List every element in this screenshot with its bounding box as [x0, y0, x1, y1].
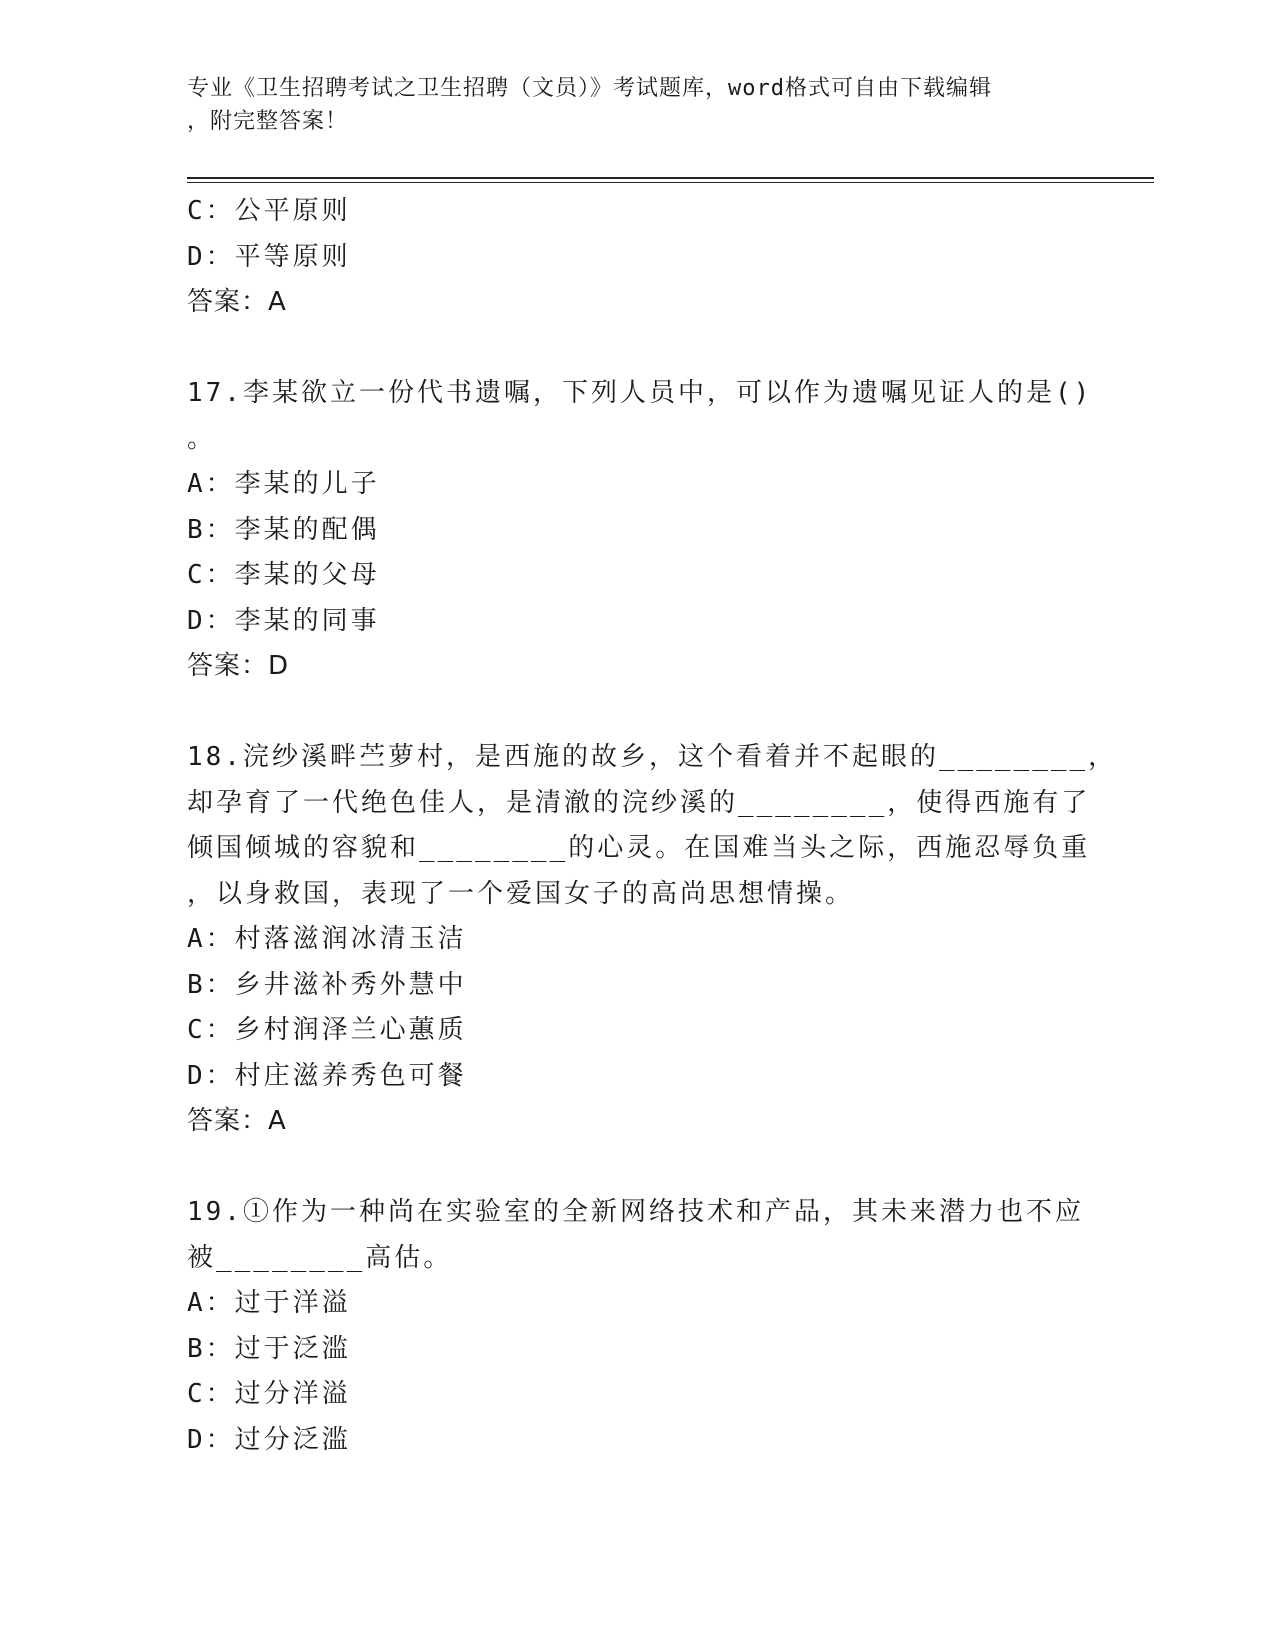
question-18 [187, 735, 1118, 1145]
q18-stem-line-3: 倾国倾城的容貌和________的心灵。在国难当头之际，西施忍辱负重 [187, 833, 1091, 863]
question-17 [187, 371, 1093, 690]
q18-stem-line-4: ，以身救国，表现了一个爱国女子的高尚思想情操。 [187, 878, 855, 909]
q18-answer: 答案：A [187, 1106, 287, 1136]
q16-answer: 答案：A [187, 287, 287, 317]
document-header [187, 72, 1067, 138]
q19-option-d: D：过分泛滥 [187, 1424, 351, 1455]
question-19 [187, 1190, 1084, 1463]
header-rule-thin [187, 182, 1154, 183]
question-16 [187, 189, 1077, 326]
q17-option-d: D：李某的同事 [187, 605, 380, 636]
q18-option-c: C：乡村润泽兰心蕙质 [187, 1015, 467, 1045]
q19-stem-line-2: 被________高估。 [187, 1242, 453, 1273]
q17-stem-line-1: 17.李某欲立一份代书遗嘱，下列人员中，可以作为遗嘱见证人的是() [187, 378, 1093, 408]
q17-option-b: B：李某的配偶 [187, 514, 380, 545]
q17-stem-line-2: 。 [187, 423, 217, 454]
q19-option-c: C：过分洋溢 [187, 1379, 351, 1409]
question-spacer [187, 690, 1077, 736]
q19-option-b: B：过于泛滥 [187, 1333, 351, 1364]
q18-option-b: B：乡井滋补秀外慧中 [187, 969, 467, 1000]
question-list [187, 189, 1118, 1463]
header-line-2: ，附完整答案！ [187, 109, 349, 134]
q19-stem-line-1: 19.①作为一种尚在实验室的全新网络技术和产品，其未来潜力也不应 [187, 1197, 1084, 1227]
q18-option-d: D：村庄滋养秀色可餐 [187, 1060, 467, 1091]
question-spacer [187, 326, 1077, 372]
q18-stem-line-2: 却孕育了一代绝色佳人，是清澈的浣纱溪的________，使得西施有了 [187, 787, 1091, 818]
header-rule-thick [187, 177, 1154, 179]
question-spacer [187, 1145, 1077, 1191]
q18-stem-line-1: 18.浣纱溪畔苎萝村，是西施的故乡，这个看着并不起眼的________， [187, 742, 1118, 772]
q16-option-d: D：平等原则 [187, 241, 351, 272]
q17-option-a: A：李某的儿子 [187, 469, 380, 499]
q16-option-c: C：公平原则 [187, 196, 351, 226]
q19-option-a: A：过于洋溢 [187, 1288, 351, 1318]
q18-option-a: A：村落滋润冰清玉洁 [187, 924, 467, 954]
q17-answer: 答案：D [187, 651, 290, 681]
header-line-1: 专业《卫生招聘考试之卫生招聘（文员）》考试题库，word格式可自由下载编辑 [187, 76, 992, 101]
q17-option-c: C：李某的父母 [187, 560, 380, 590]
